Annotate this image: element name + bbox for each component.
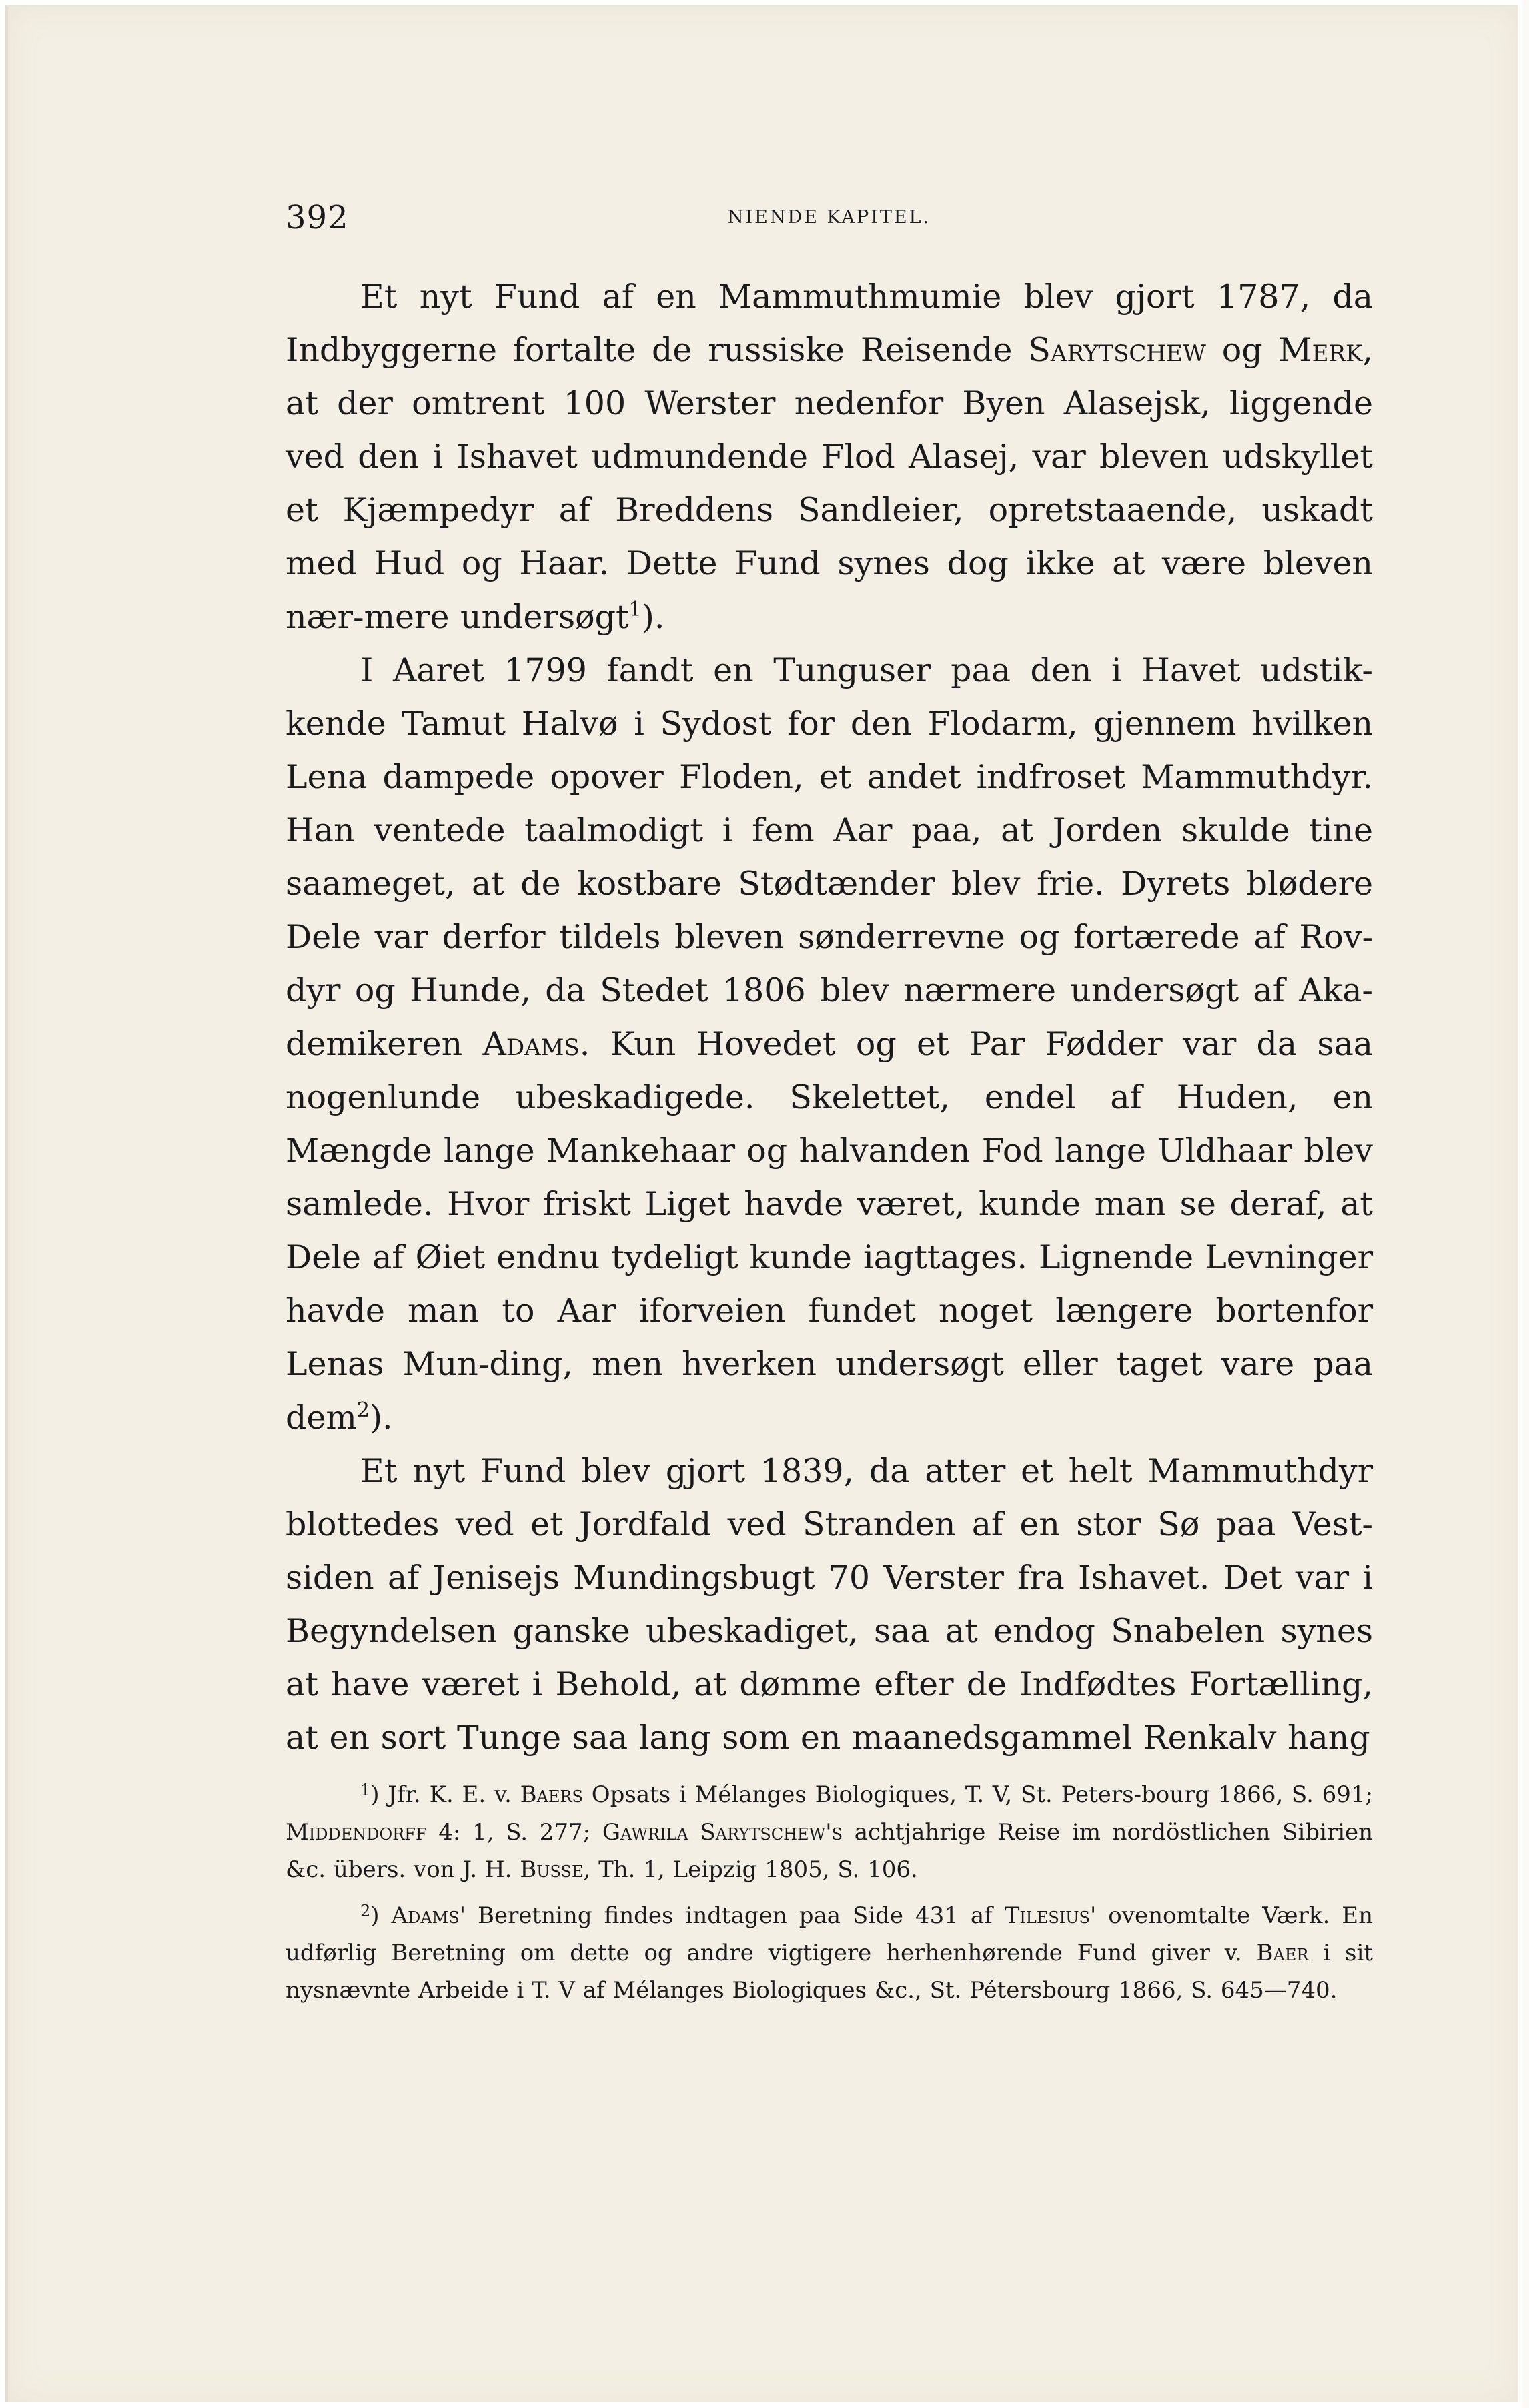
footnote-text: ' Beretning findes indtagen paa Side 431 af	[459, 1902, 1005, 1929]
footnote-reference: 1	[628, 598, 642, 621]
footnote-text: ) Jfr. K. E. v.	[370, 1781, 520, 1808]
footnote-text: Opsats i Mélanges Biologiques, T. V, St. Peters-bourg 1866, S. 691;	[582, 1781, 1373, 1808]
footnote-2	[286, 1892, 1373, 2009]
paragraph-text: ).	[369, 1398, 393, 1437]
person-name: Tilesius	[1004, 1902, 1090, 1929]
footnote-mark: 2	[360, 1902, 371, 1920]
footnote-1	[286, 1771, 1373, 1888]
footnote-reference: 2	[356, 1398, 370, 1422]
footnotes	[286, 1771, 1373, 2009]
person-name: Gawrila Sarytschew's	[602, 1819, 843, 1846]
running-title: NIENDE KAPITEL.	[727, 207, 931, 228]
paragraph-2	[286, 644, 1373, 1445]
person-name: Busse	[520, 1856, 584, 1883]
page-number: 392	[286, 199, 349, 236]
paragraph-text: Et nyt Fund af en Mammuthmumie blev gjort 1787, da Indbyggerne fortalte de russiske Reisende	[286, 278, 1373, 369]
person-name: Adams	[482, 1025, 580, 1063]
scan-margin	[1522, 0, 1529, 2408]
footnote-text: achtjahrige Reise im nordöstlichen Sibirien &c. übers. von J. H.	[286, 1819, 1373, 1883]
person-name: Merk	[1278, 331, 1363, 369]
person-name: Middendorff	[286, 1819, 427, 1846]
footnote-mark: 1	[360, 1781, 371, 1799]
page-header	[286, 197, 1373, 238]
footnote-text: ' ovenomtalte Værk. En udførlig Beretning om dette og andre vigtigere herhenhørende Fund giver v.	[286, 1902, 1373, 1966]
body-text	[286, 270, 1373, 1765]
paragraph-text: og	[1205, 331, 1279, 369]
paragraph-3: Et nyt Fund blev gjort 1839, da atter et helt Mammuthdyr blottedes ved et Jordfald ved Stranden af en stor Sø paa Vest-siden af Jenisejs Mundingsbugt 70 Verster fra Ishavet. Det var i Begyndelsen ganske ubeskadiget, saa at endog Snabelen synes at have været i Behold, at dømme efter de Indfødtes Fortælling, at en sort Tunge saa lang som en maanedsgammel Renkalv hang	[286, 1452, 1373, 1757]
person-name: Adams	[391, 1902, 460, 1929]
footnote-text: i sit nysnævnte Arbeide i T. V af Mélanges Biologiques &c., St. Pétersbourg 1866, S. 645—740.	[286, 1940, 1373, 2004]
person-name: Baers	[520, 1781, 583, 1808]
paragraph-text: ).	[641, 598, 665, 636]
person-name: Sarytschew	[1028, 331, 1206, 369]
footnote-text: 4: 1, S. 277;	[426, 1819, 602, 1846]
paragraph-text: I Aaret 1799 fandt en Tunguser paa den i Havet udstik-kende Tamut Halvø i Sydost for den Flodarm, gjennem hvilken Lena dampede opover Floden, et andet indfroset Mammuthdyr. Han ventede taalmodigt i fem Aar paa, at Jorden skulde tine saameget, at de kostbare Stødtænder blev frie. Dyrets blødere Dele var derfor tildels bleven sønderrevne og fortærede af Rov-dyr og Hunde, da Stedet 1806 blev nærmere undersøgt af Aka-demikeren	[286, 651, 1373, 1063]
footnote-text: )	[370, 1902, 392, 1929]
paragraph-text: , at der omtrent 100 Werster nedenfor Byen Alasejsk, liggende ved den i Ishavet udmundende Flod Alasej, var bleven udskyllet et Kjæmpedyr af Breddens Sandleier, opretstaaende, uskadt med Hud og Haar. Dette Fund synes dog ikke at være bleven nær-mere undersøgt	[286, 331, 1373, 636]
paragraph-1	[286, 270, 1373, 644]
paragraph-text: . Kun Hovedet og et Par Fødder var da saa nogenlunde ubeskadigede. Skelettet, endel af Huden, en Mængde lange Mankehaar og halvanden Fod lange Uldhaar blev samlede. Hvor friskt Liget havde været, kunde man se deraf, at Dele af Øiet endnu tydeligt kunde iagttages. Lignende Levninger havde man to Aar iforveien fundet noget længere bortenfor Lenas Mun-ding, men hverken undersøgt eller taget vare paa dem	[286, 1025, 1373, 1437]
person-name: Baer	[1256, 1940, 1309, 1966]
footnote-text: , Th. 1, Leipzig 1805, S. 106.	[583, 1856, 918, 1883]
